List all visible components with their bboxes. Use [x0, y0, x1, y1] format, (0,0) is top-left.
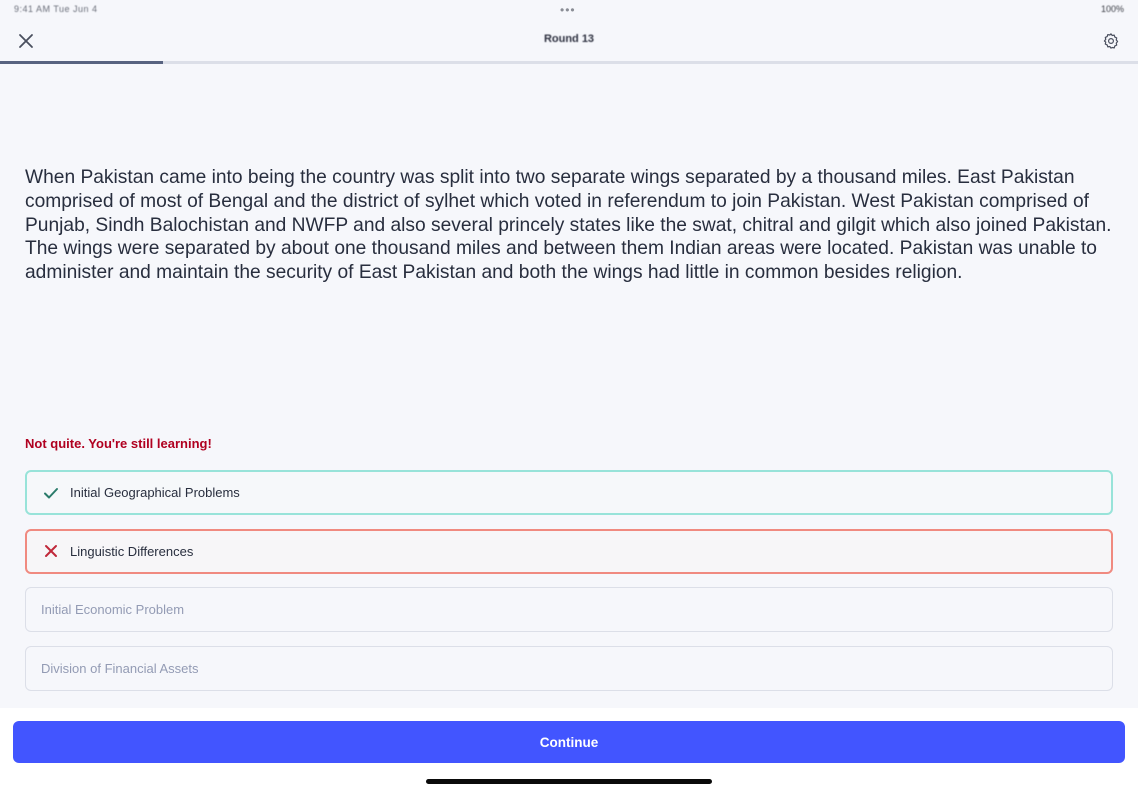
feedback-message: Not quite. You're still learning!: [25, 436, 212, 451]
status-bar: [0, 0, 1138, 20]
status-battery: 100%: [1100, 4, 1124, 14]
option-label: Division of Financial Assets: [41, 660, 199, 676]
progress-fill: [0, 61, 163, 64]
option-correct[interactable]: [25, 470, 1113, 515]
answer-options: [25, 470, 1113, 704]
option-label: Linguistic Differences: [70, 543, 194, 559]
option-label: Initial Geographical Problems: [70, 485, 240, 500]
page-title: Round 13: [543, 33, 595, 45]
option-neutral[interactable]: [25, 587, 1113, 632]
question-passage: When Pakistan came into being the country was split into two separate wings separated by a thousand miles. East Pakistan comprised of most of Bengal and the district of sylhet which voted in referendum to join Pakistan. West Pakistan comprised of Punjab, Sindh Balochistan and NWFP and also several princely states like the swat, chitral and gilgit which also joined Pakistan. The wings were separated by about one thousand miles and between them Indian areas were located. Pakistan was unable to administer and maintain the security of East Pakistan and both the wings had little in common besides religion.: [25, 167, 1112, 284]
continue-button[interactable]: Continue: [13, 721, 1125, 763]
check-icon: [42, 484, 60, 502]
multitasking-dots[interactable]: •••: [560, 3, 576, 17]
option-neutral[interactable]: [25, 646, 1113, 691]
option-incorrect[interactable]: [25, 529, 1113, 574]
gear-icon: [1102, 32, 1120, 50]
x-icon: [42, 542, 60, 560]
top-bar: [0, 20, 1138, 62]
progress-bar: [0, 61, 1138, 64]
settings-button[interactable]: [1099, 29, 1123, 53]
option-label: Initial Economic Problem: [41, 602, 185, 617]
footer: [0, 708, 1138, 790]
home-indicator[interactable]: [426, 779, 712, 784]
status-time: 9:41 AM Tue Jun 4: [14, 4, 98, 14]
